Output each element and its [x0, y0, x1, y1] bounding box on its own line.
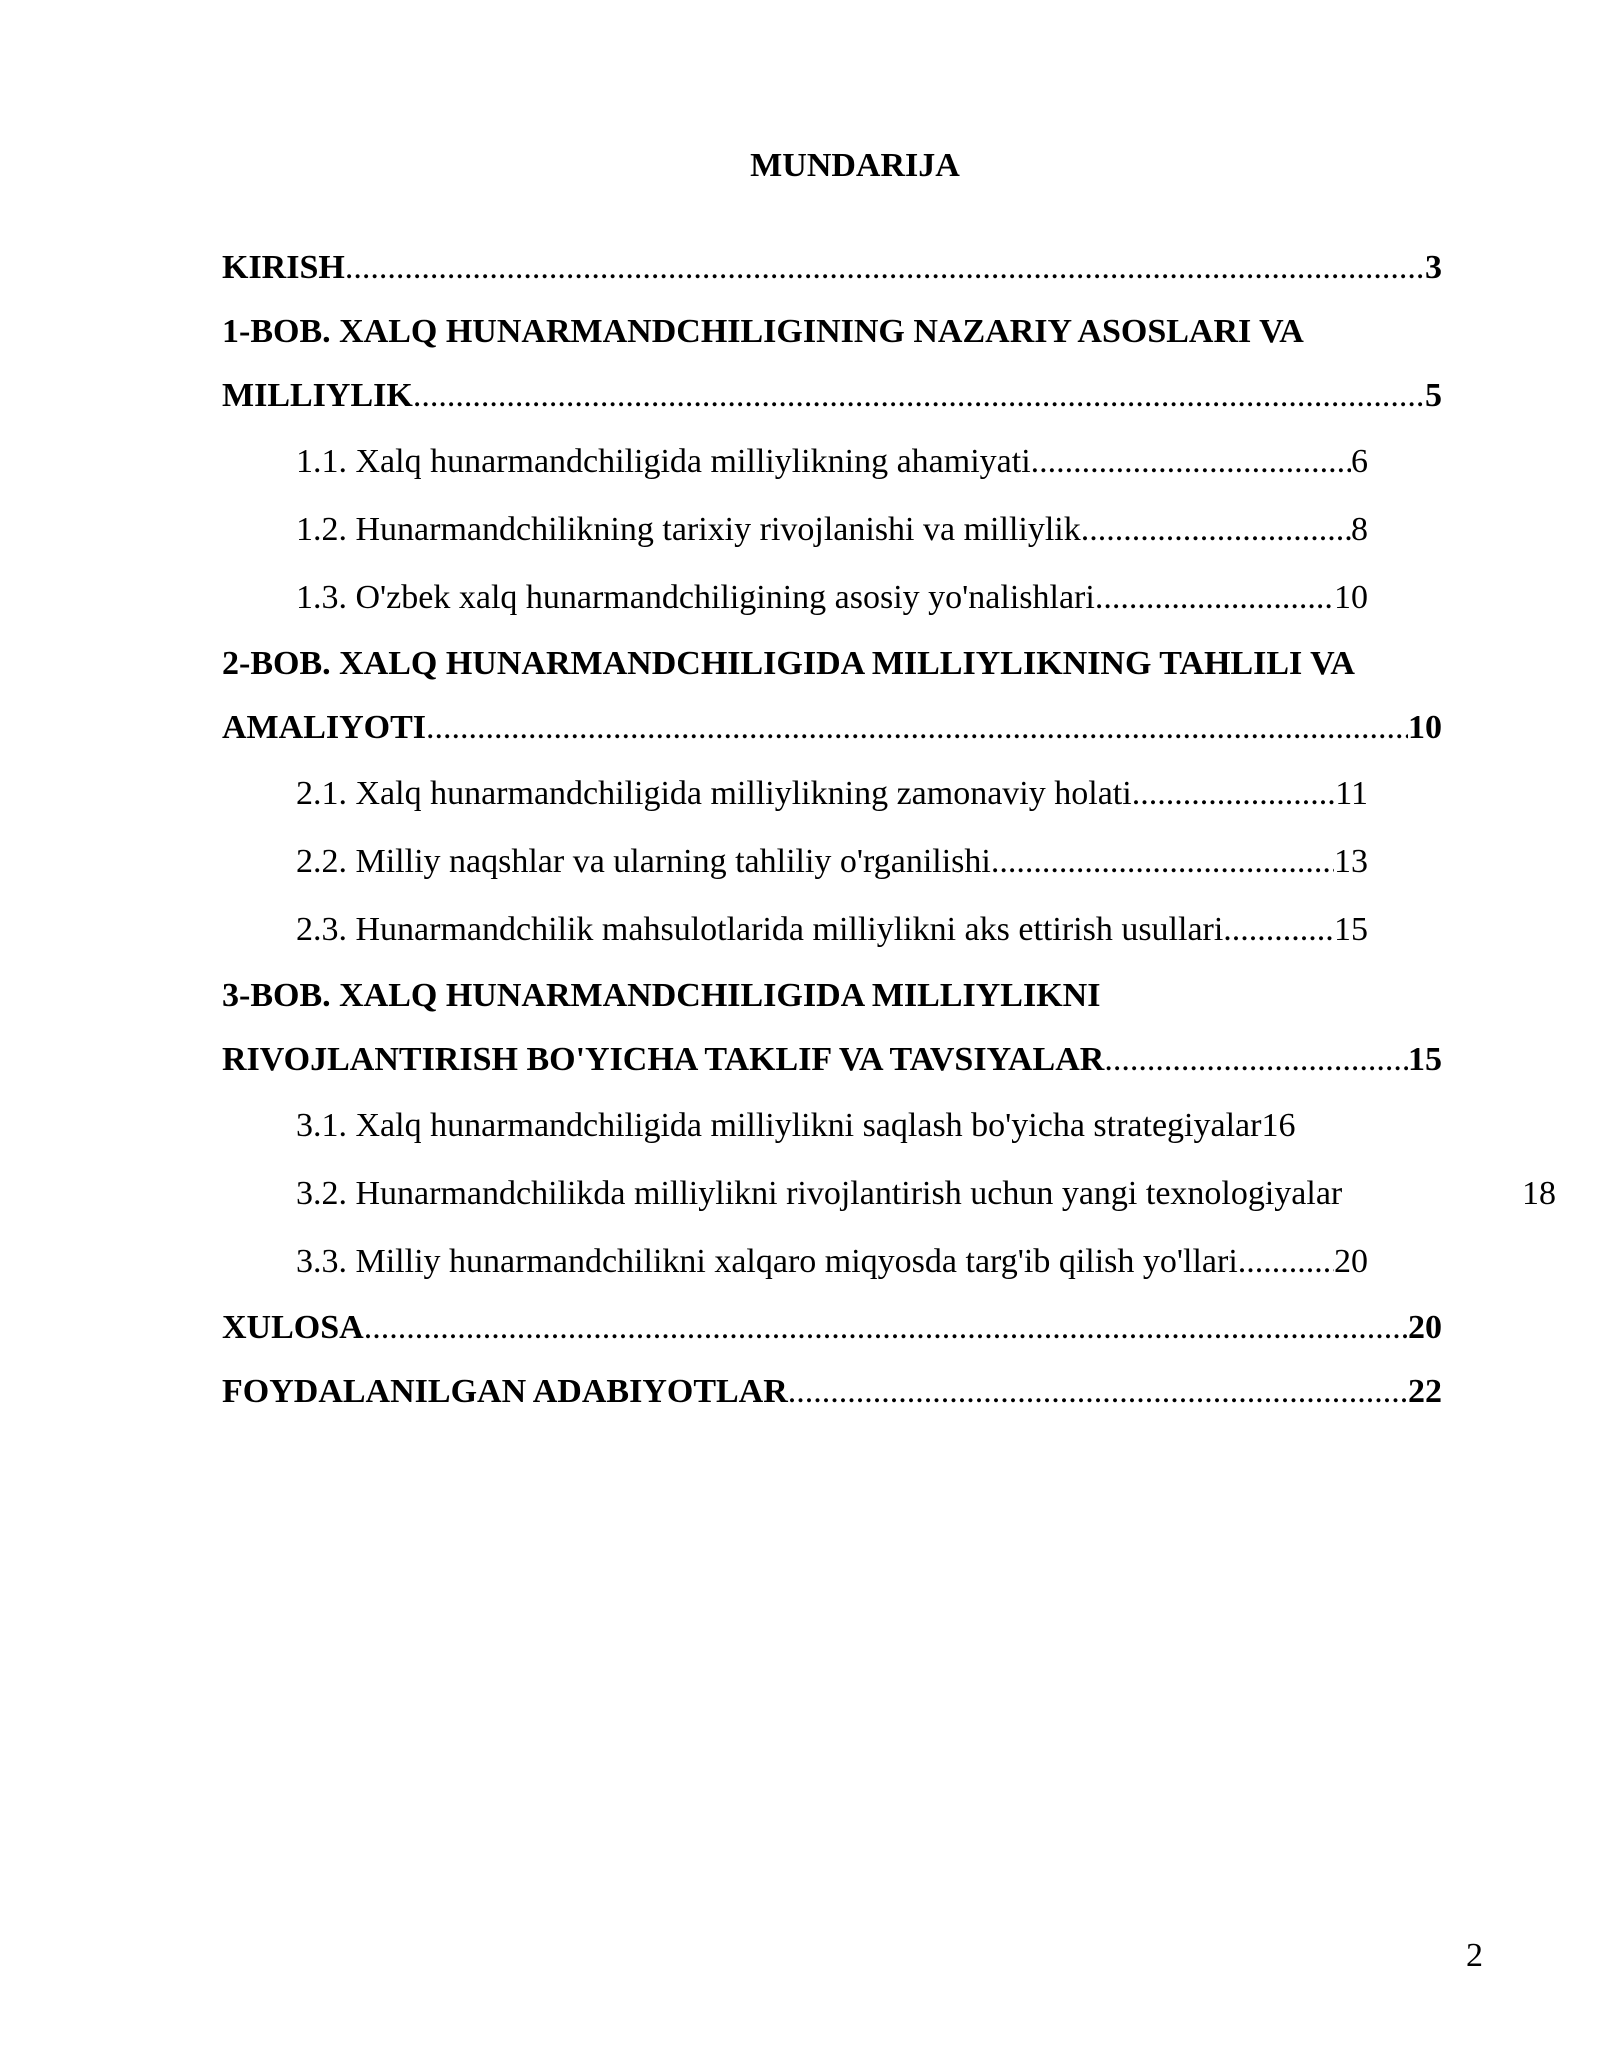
toc-entry-section-2-2[interactable] [222, 828, 1368, 896]
toc-page-number: 20 [1334, 1243, 1368, 1280]
toc-entry-label: RIVOJLANTIRISH BO'YICHA TAKLIF VA TAVSIYALAR [222, 1041, 1105, 1078]
toc-page-number: 5 [1425, 377, 1442, 414]
toc-entry-section-1-2[interactable] [222, 496, 1368, 564]
toc-page-number: 18 [1522, 1175, 1556, 1212]
toc-page-number: 22 [1408, 1373, 1442, 1410]
toc-entry-label: 3.2. Hunarmandchilikda milliylikni rivojlantirish uchun yangi texnologiyalar [296, 1175, 1343, 1212]
toc-entry-section-3-1[interactable] [222, 1092, 1368, 1160]
toc-entry-label: 1.2. Hunarmandchilikning tarixiy rivojlanishi va milliylik [296, 511, 1081, 548]
toc-entry-label: 2-BOB. XALQ HUNARMANDCHILIGIDA MILLIYLIKNING TAHLILI VA [222, 645, 1355, 682]
toc-entry-chapter-2-line2[interactable] [222, 696, 1442, 760]
toc-page-number: 3 [1425, 249, 1442, 286]
toc-leader-dots [1104, 1028, 1408, 1092]
toc-page-number: 15 [1408, 1041, 1442, 1078]
toc-entry-label: 2.3. Hunarmandchilik mahsulotlarida milliylikni aks ettirish usullari [296, 911, 1224, 948]
document-title: MUNDARIJA [750, 147, 960, 184]
toc-entry-section-3-2[interactable] [222, 1160, 1556, 1228]
toc-entry-label: XULOSA [222, 1309, 364, 1346]
toc-leader-dots [991, 828, 1334, 896]
toc-entry-label: 3.1. Xalq hunarmandchiligida milliylikni saqlash bo'yicha strategiyalar [296, 1107, 1262, 1144]
toc-entry-chapter-2-line1[interactable] [222, 632, 1442, 696]
toc-entry-label: FOYDALANILGAN ADABIYOTLAR [222, 1373, 788, 1410]
page-number: 2 [1466, 1937, 1483, 1974]
toc-entry-label: 1.1. Xalq hunarmandchiligida milliylikning ahamiyati [296, 443, 1031, 480]
toc-leader-dots [345, 236, 1425, 300]
toc-entry-label: 1.3. O'zbek xalq hunarmandchiligining asosiy yo'nalishlari [296, 579, 1095, 616]
toc-leader-dots [1223, 896, 1334, 964]
toc-page-number: 15 [1334, 911, 1368, 948]
toc-entry-label: KIRISH [222, 249, 345, 286]
toc-entry-chapter-3-line1[interactable] [222, 964, 1442, 1028]
toc-entry-label: 3-BOB. XALQ HUNARMANDCHILIGIDA MILLIYLIKNI [222, 977, 1101, 1014]
toc-page-number: 10 [1334, 579, 1368, 616]
toc-page-number: 13 [1334, 843, 1368, 880]
toc-leader-dots [413, 364, 1425, 428]
toc-entry-label: 2.1. Xalq hunarmandchiligida milliylikning zamonaviy holati [296, 775, 1132, 812]
toc-leader-dots [788, 1360, 1408, 1424]
toc-entry-section-2-1[interactable] [222, 760, 1368, 828]
toc-entry-kirish[interactable] [222, 236, 1442, 300]
toc-page-number: 11 [1335, 775, 1368, 812]
toc-entry-adabiyotlar[interactable] [222, 1360, 1442, 1424]
toc-page-number: 20 [1408, 1309, 1442, 1346]
toc-entry-label: AMALIYOTI [222, 709, 427, 746]
toc-entry-xulosa[interactable] [222, 1296, 1442, 1360]
toc-entry-section-2-3[interactable] [222, 896, 1368, 964]
toc-entry-chapter-1-line2[interactable] [222, 364, 1442, 428]
toc-leader-dots [426, 696, 1408, 760]
toc-leader-dots [1031, 428, 1351, 496]
toc-leader-dots [364, 1296, 1408, 1360]
toc-leader-dots [1246, 1228, 1334, 1296]
toc-page-number: 8 [1351, 511, 1368, 548]
toc-entry-label: 3.3. Milliy hunarmandchilikni xalqaro miqyosda targ'ib qilish yo'llari. [296, 1243, 1247, 1280]
toc-leader-dots [1132, 760, 1336, 828]
toc-page-number: 16 [1261, 1107, 1296, 1144]
toc-entry-section-1-1[interactable] [222, 428, 1368, 496]
toc-entry-section-1-3[interactable] [222, 564, 1368, 632]
toc-entry-label: 1-BOB. XALQ HUNARMANDCHILIGINING NAZARIY ASOSLARI VA [222, 313, 1304, 350]
toc-entry-label: 2.2. Milliy naqshlar va ularning tahliliy o'rganilishi [296, 843, 991, 880]
toc-leader-dots [1095, 564, 1334, 632]
table-of-contents [222, 236, 1556, 1424]
toc-page-number: 10 [1408, 709, 1442, 746]
toc-entry-section-3-3[interactable] [222, 1228, 1368, 1296]
toc-entry-chapter-3-line2[interactable] [222, 1028, 1442, 1092]
toc-page-number: 6 [1351, 443, 1368, 480]
toc-leader-dots [1081, 496, 1351, 564]
toc-entry-chapter-1-line1[interactable] [222, 300, 1442, 364]
toc-entry-label: MILLIYLIK [222, 377, 413, 414]
